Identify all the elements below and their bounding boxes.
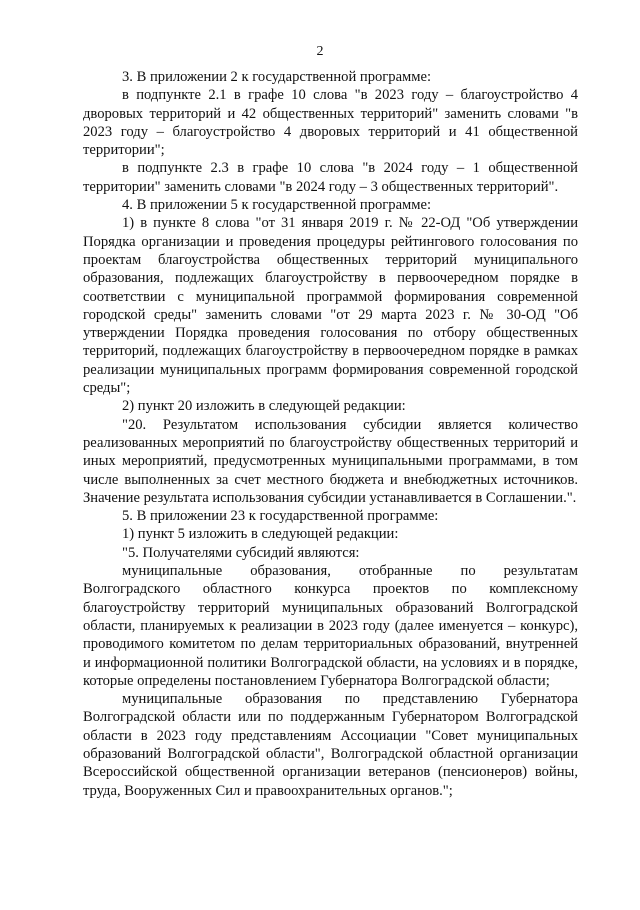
paragraph: "5. Получателями субсидий являются:: [122, 544, 360, 561]
paragraph: муниципальные образования, отобранные по результатам Волгоградского областного конкурса проектов по комплексному благоустройству территорий муниципальных образований Волгоградской области, планируемых к реализации в 2023 году (далее именуется – конкурс), проводимого комитетом по делам территориальных образований, внутренней и информационной политики Волгоградской области, на условиях и в порядке, которые определены постановлением Губернатора Волгоградской области;: [83, 563, 578, 689]
paragraph: в подпункте 2.1 в графе 10 слова "в 2023 году – благоустройство 4 дворовых территорий и 42 общественных территорий" заменить словами "в 2023 году – благоустройство 4 дворовых территорий и 41 общественной территории";: [83, 87, 578, 159]
paragraph: 2) пункт 20 изложить в следующей редакции:: [122, 398, 406, 415]
paragraph: 3. В приложении 2 к государственной программе:: [122, 69, 432, 85]
paragraph: муниципальные образования по представлению Губернатора Волгоградской области или по поддержанным Губернатором Волгоградской области в 2023 году представлениям Ассоциации "Совет муниципальных образований Волгоградской области", Волгоградской областной организации Всероссийской общественной организации ветеранов (пенсионеров) войны, труда, Вооруженных Сил и правоохранительных органов.";: [83, 691, 578, 799]
paragraph: в подпункте 2.3 в графе 10 слова "в 2024 году – 1 общественной территории" заменить словами "в 2024 году – 3 общественных территорий".: [83, 160, 578, 195]
page-number: 2: [316, 44, 324, 59]
paragraph: 1) пункт 5 изложить в следующей редакции:: [122, 526, 399, 543]
paragraph: "20. Результатом использования субсидии является количество реализованных мероприятий по благоустройству общественных территорий и иных мероприятий, предусмотренных муниципальными программами, в том числе выполненных за счет местного бюджета и внебюджетных источников. Значение результата использования субсидии устанавливается в Соглашении.".: [83, 416, 578, 506]
paragraph: 1) в пункте 8 слова "от 31 января 2019 г. № 22-ОД "Об утверждении Порядка организации и проведения процедуры рейтингового голосования по проектам благоустройства общественных территорий муниципального образования, подлежащих благоустройству в первоочередном порядке в соответствии с муниципальной программой формирования современной городской среды" заменить словами "от 29 марта 2023 г. № 30-ОД "Об утверждении Порядка проведения голосования по отбору общественных территорий, подлежащих благоустройству в первоочередном порядке в рамках реализации муниципальных программ формирования современной городской среды";: [83, 215, 578, 397]
paragraph: 4. В приложении 5 к государственной программе:: [122, 197, 432, 214]
paragraph: 5. В приложении 23 к государственной программе:: [122, 508, 439, 525]
document-body: [83, 68, 578, 800]
